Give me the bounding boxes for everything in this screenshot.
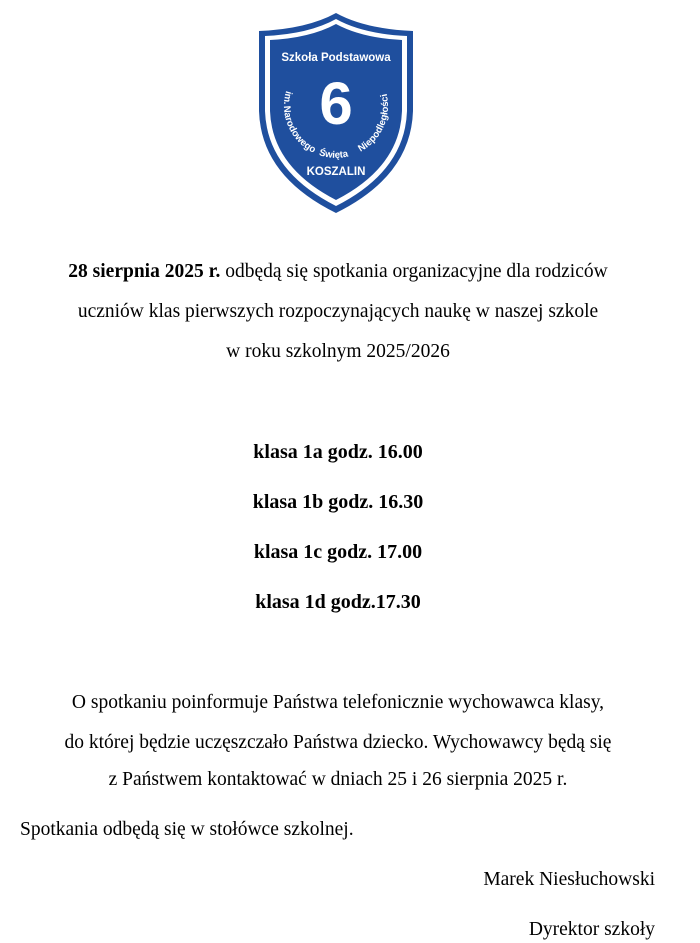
meeting-date: 28 sierpnia 2025 r. (68, 261, 221, 282)
info-line-3: z Państwem kontaktować w dniach 25 i 26 sierpnia 2025 r. (108, 769, 568, 790)
logo-arc-word: im. (281, 89, 294, 105)
logo-arc-word: Narodowego (280, 105, 318, 156)
logo-city: KOSZALIN (306, 166, 366, 178)
logo-number: 6 (319, 70, 353, 137)
intro-line-2: uczniów klas pierwszych rozpoczynających naukę w naszej szkole (77, 301, 599, 322)
signature-title: Dyrektor szkoły (528, 919, 655, 940)
intro-line-3: w roku szkolnym 2025/2026 (226, 341, 450, 362)
schedule-item-1d: klasa 1d godz.17.30 (255, 591, 421, 613)
location-text: Spotkania odbędą się w stołówce szkolnej. (20, 819, 354, 840)
intro-line-1 (0, 260, 676, 284)
schedule-item-1a: klasa 1a godz. 16.00 (253, 441, 423, 463)
intro-text: odbędą się spotkania organizacyjne dla rodziców (220, 261, 608, 282)
info-line-1: O spotkaniu poinformuje Państwa telefonicznie wychowawca klasy, (71, 692, 605, 713)
logo-arc-word: Święta (317, 147, 350, 161)
logo-top-text: Szkoła Podstawowa (281, 52, 391, 64)
school-logo (255, 11, 417, 215)
schedule-item-1c: klasa 1c godz. 17.00 (253, 541, 423, 563)
logo-arc-word: Niepodległości (356, 92, 392, 155)
info-line-2: do której będzie uczęszczało Państwa dziecko. Wychowawcy będą się (64, 732, 612, 753)
schedule-item-1b: klasa 1b godz. 16.30 (252, 491, 424, 513)
signature-name: Marek Niesłuchowski (483, 869, 655, 890)
